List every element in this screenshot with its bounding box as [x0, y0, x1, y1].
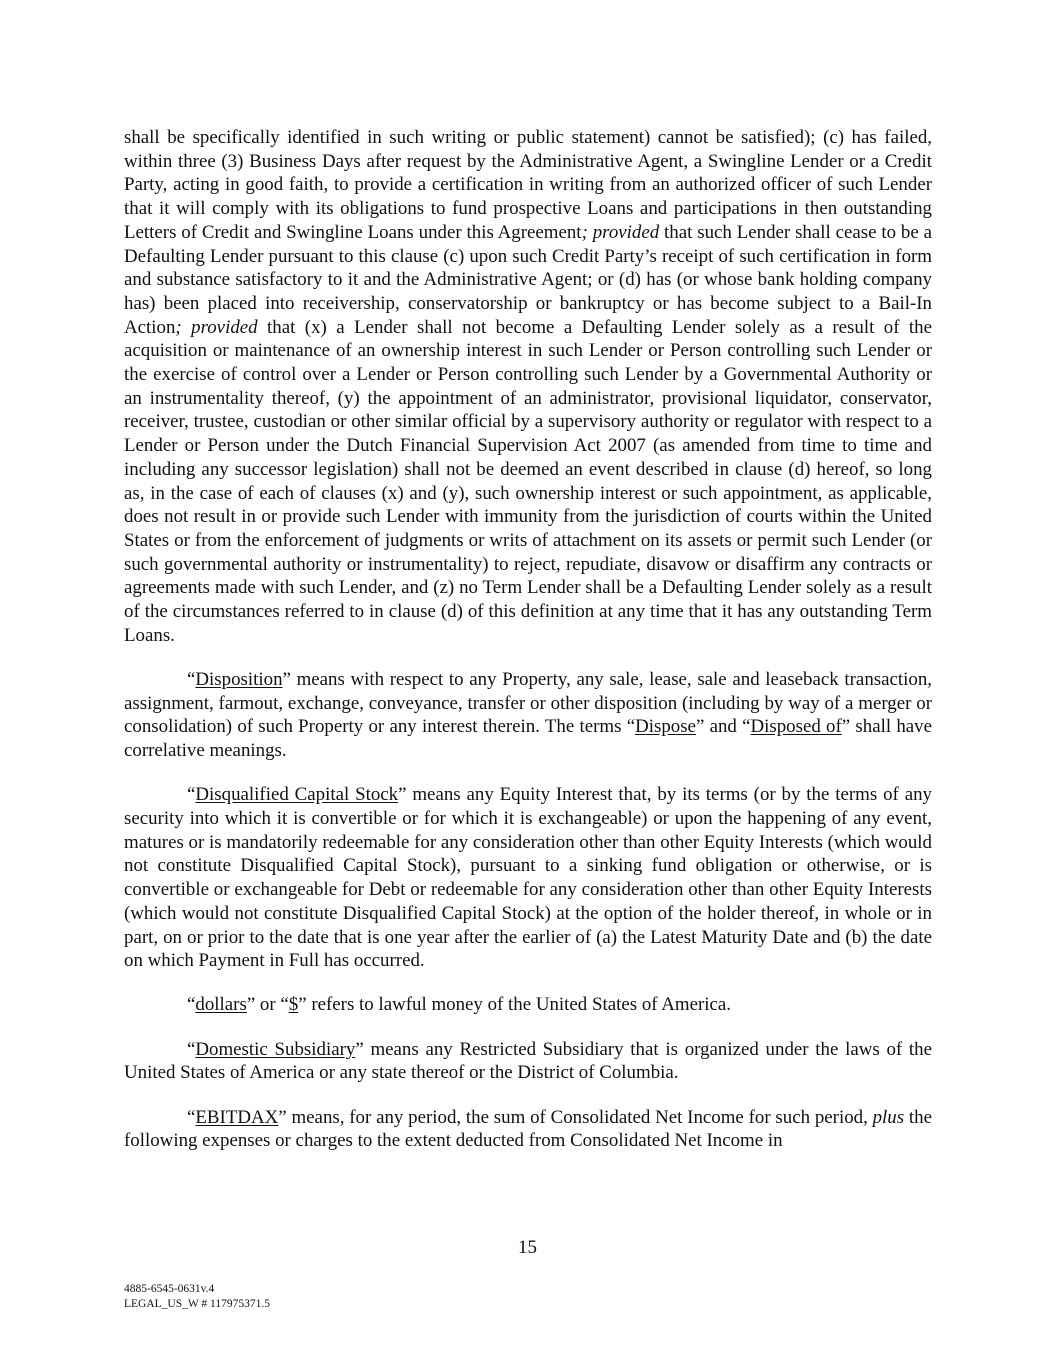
defined-term: Disposed of	[750, 716, 842, 738]
text-run: ” shall have correlative meanings.	[124, 716, 932, 762]
paragraph-domestic-subsidiary	[124, 1038, 932, 1085]
paragraph-disqualified-capital-stock	[124, 783, 932, 973]
text-run: “	[187, 784, 196, 806]
defined-term: $	[288, 994, 299, 1016]
defined-term: Disposition	[195, 668, 283, 690]
paragraph-defaulting-lender-continuation	[124, 126, 932, 647]
defined-term: Disqualified Capital Stock	[195, 784, 399, 806]
text-run: that such Lender shall cease to be a Defaulting Lender pursuant to this clause (c) upon such Credit Party’s receipt of such certification in form and substance satisfactory to it and the Administrative Agent; or (d) has (or whose bank holding company has) been placed into receivership, conservatorship or bankruptcy or has become subject to a Bail-In Action	[124, 221, 933, 338]
text-run: ” refers to lawful money of the United States of America.	[298, 994, 731, 1016]
paragraph-dollars	[124, 993, 932, 1017]
paragraph-disposition	[124, 668, 932, 763]
italic-text: plus	[872, 1106, 905, 1128]
text-run: the following expenses or charges to the extent deducted from Consolidated Net Income in	[124, 1106, 932, 1152]
page-number: 15	[518, 1237, 537, 1258]
document-id-footer	[124, 1282, 270, 1311]
italic-text: ; provided	[175, 316, 258, 338]
text-run: ” or “	[246, 994, 289, 1016]
body-text	[124, 126, 932, 1153]
text-run: “	[187, 994, 196, 1016]
document-id-line: 4885-6545-0631v.4	[124, 1283, 215, 1295]
defined-term: dollars	[195, 994, 247, 1016]
text-run: ” and “	[695, 716, 751, 738]
text-run: ” means with respect to any Property, any sale, lease, sale and leaseback transaction, assignment, farmout, exchange, conveyance, transfer or other disposition (including by way of a merger or consolidation) of such Property or any interest therein. The terms “	[124, 668, 932, 738]
text-run: “	[187, 1106, 196, 1128]
text-run: ” means any Equity Interest that, by its terms (or by the terms of any security into which it is convertible or for which it is exchangeable) or upon the happening of any event, matures or is mandatorily redeemable for any consideration other than other Equity Interests (which would not constitute Disqualified Capital Stock), pursuant to a sinking fund obligation or otherwise, or is convertible or exchangeable for Debt or redeemable for any consideration other than other Equity Interests (which would not constitute Disqualified Capital Stock) at the option of the holder thereof, in whole or in part, on or prior to the date that is one year after the earlier of (a) the Latest Maturity Date and (b) the date on which Payment in Full has occurred.	[124, 784, 932, 972]
document-id-line: LEGAL_US_W # 117975371.5	[124, 1297, 270, 1310]
text-run: ” means any Restricted Subsidiary that is organized under the laws of the United States of America or any state thereof or the District of Columbia.	[124, 1038, 932, 1084]
text-run: “	[187, 1038, 196, 1060]
text-run: ” means, for any period, the sum of Consolidated Net Income for such period,	[278, 1106, 873, 1128]
text-run: that (x) a Lender shall not become a Defaulting Lender solely as a result of the acquisition or maintenance of an ownership interest in such Lender or Person controlling such Lender or the exercise of control over a Lender or Person controlling such Lender by a Governmental Authority or an instrumentality thereof, (y) the appointment of an administrator, provisional liquidator, conservator, receiver, trustee, custodian or other similar official by a supervisory authority or regulator with respect to a Lender or Person under the Dutch Financial Supervision Act 2007 (as amended from time to time and including any successor legislation) shall not be deemed an event described in clause (d) hereof, so long as, in the case of each of clauses (x) and (y), such ownership interest or such appointment, as applicable, does not result in or provide such Lender with immunity from the jurisdiction of courts within the United States or from the enforcement of judgments or writs of attachment on its assets or permit such Lender (or such governmental authority or instrumentality) to reject, repudiate, disavow or disaffirm any contracts or agreements made with such Lender, and (z) no Term Lender shall be a Defaulting Lender solely as a result of the circumstances referred to in clause (d) of this definition at any time that it has any outstanding Term Loans.	[124, 316, 933, 646]
defined-term: Dispose	[635, 716, 696, 738]
text-run: “	[187, 668, 196, 690]
italic-text: ; provided	[581, 221, 660, 243]
defined-term: EBITDAX	[195, 1106, 279, 1128]
text-run: shall be specifically identified in such writing or public statement) cannot be satisfied); (c) has failed, within three (3) Business Days after request by the Administrative Agent, a Swingline Lender or a Credit Party, acting in good faith, to provide a certification in writing from an authorized officer of such Lender that it will comply with its obligations to fund prospective Loans and participations in then outstanding Letters of Credit and Swingline Loans under this Agreement	[124, 127, 932, 243]
defined-term: Domestic Subsidiary	[195, 1038, 356, 1060]
paragraph-ebitdax	[124, 1106, 932, 1153]
